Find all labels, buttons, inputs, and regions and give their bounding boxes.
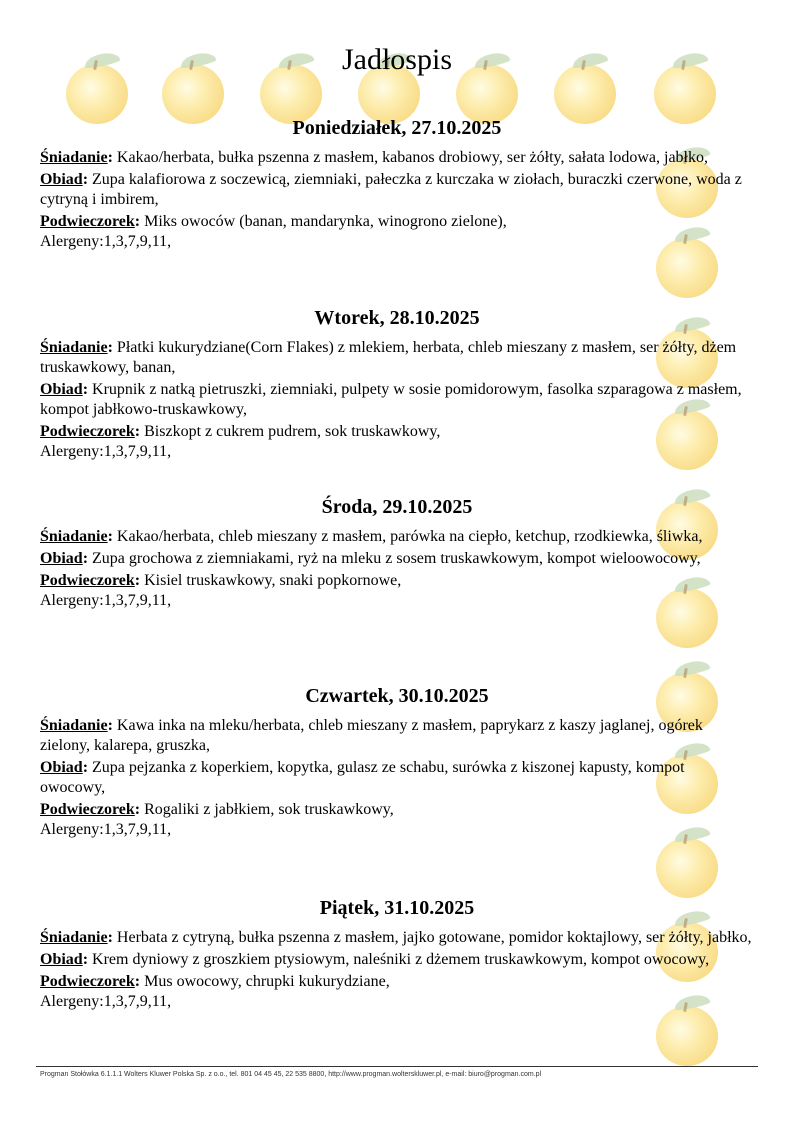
day-menu xyxy=(40,527,752,613)
day-menu xyxy=(40,928,752,1014)
breakfast-line: Śniadanie: Herbata z cytryną, bułka pszenna z masłem, jajko gotowane, pomidor koktajlowy, ser żółty, jabłko, xyxy=(40,929,752,946)
breakfast-line: Śniadanie: Kakao/herbata, bułka pszenna z masłem, kabanos drobiowy, ser żółty, sałata lodowa, jabłko, xyxy=(40,149,708,166)
breakfast-line: Śniadanie: Kawa inka na mleku/herbata, chleb mieszany z masłem, paprykarz z kaszy jaglanej, ogórek zielony, kalarepa, gruszka, xyxy=(40,717,703,754)
breakfast-line: Śniadanie: Płatki kukurydziane(Corn Flakes) z mlekiem, herbata, chleb mieszany z masłem, ser żółty, dżem truskawkowy, banan, xyxy=(40,339,737,376)
lunch-label: Obiad xyxy=(40,381,83,398)
snack-line: Podwieczorek: Mus owocowy, chrupki kukurydziane, Alergeny:1,3,7,9,11, xyxy=(40,973,390,1010)
day-menu xyxy=(40,716,752,842)
snack-label: Podwieczorek xyxy=(40,801,135,818)
snack-line: Podwieczorek: Biszkopt z cukrem pudrem, sok truskawkowy, Alergeny:1,3,7,9,11, xyxy=(40,423,441,460)
footer-divider xyxy=(36,1066,758,1067)
day-heading: Poniedziałek, 27.10.2025 xyxy=(292,117,502,139)
snack-text: Biszkopt z cukrem pudrem, sok truskawkowy, xyxy=(144,423,441,440)
lunch-text: Krem dyniowy z groszkiem ptysiowym, naleśniki z dżemem truskawkowym, kompot owocowy, xyxy=(92,951,710,968)
snack-label: Podwieczorek xyxy=(40,973,135,990)
snack-text: Mus owocowy, chrupki kukurydziane, xyxy=(144,973,390,990)
lunch-text: Krupnik z natką pietruszki, ziemniaki, pulpety w sosie pomidorowym, fasolka szparagowa z masłem, kompot jabłkowo-truskawkowy, xyxy=(40,381,742,418)
snack-line: Podwieczorek: Kisiel truskawkowy, snaki popkornowe, Alergeny:1,3,7,9,11, xyxy=(40,572,402,609)
day-heading: Piątek, 31.10.2025 xyxy=(319,897,475,919)
lunch-line: Obiad: Zupa kalafiorowa z soczewicą, ziemniaki, pałeczka z kurczaka w ziołach, buraczki czerwone, woda z cytryną i imbirem, xyxy=(40,171,742,208)
breakfast-label: Śniadanie xyxy=(40,339,108,356)
breakfast-text: Kakao/herbata, bułka pszenna z masłem, kabanos drobiowy, ser żółty, sałata lodowa, jabłko, xyxy=(116,149,708,166)
lunch-label: Obiad xyxy=(40,550,83,567)
allergens-text: Alergeny:1,3,7,9,11, xyxy=(40,592,172,609)
lunch-line: Obiad: Zupa pejzanka z koperkiem, kopytka, gulasz ze schabu, surówka z kiszonej kapusty, kompot owocowy, xyxy=(40,759,685,796)
breakfast-text: Płatki kukurydziane(Corn Flakes) z mlekiem, herbata, chleb mieszany z masłem, ser żółty, dżem truskawkowy, banan, xyxy=(40,339,737,376)
breakfast-label: Śniadanie xyxy=(40,149,108,166)
lunch-line: Obiad: Zupa grochowa z ziemniakami, ryż na mleku z sosem truskawkowym, kompot wieloowocowy, xyxy=(40,550,701,567)
breakfast-label: Śniadanie xyxy=(40,929,108,946)
breakfast-label: Śniadanie xyxy=(40,717,108,734)
snack-text: Rogaliki z jabłkiem, sok truskawkowy, xyxy=(144,801,394,818)
lunch-label: Obiad xyxy=(40,171,83,188)
snack-label: Podwieczorek xyxy=(40,213,135,230)
breakfast-text: Herbata z cytryną, bułka pszenna z masłem, jajko gotowane, pomidor koktajlowy, ser żółty, jabłko, xyxy=(116,929,752,946)
breakfast-text: Kawa inka na mleku/herbata, chleb mieszany z masłem, paprykarz z kaszy jaglanej, ogórek zielony, kalarepa, gruszka, xyxy=(40,717,703,754)
snack-line: Podwieczorek: Rogaliki z jabłkiem, sok truskawkowy, Alergeny:1,3,7,9,11, xyxy=(40,801,394,838)
breakfast-label: Śniadanie xyxy=(40,528,108,545)
lunch-text: Zupa kalafiorowa z soczewicą, ziemniaki, pałeczka z kurczaka w ziołach, buraczki czerwone, woda z cytryną i imbirem, xyxy=(40,171,742,208)
lunch-label: Obiad xyxy=(40,951,83,968)
snack-text: Miks owoców (banan, mandarynka, winogrono zielone), xyxy=(144,213,507,230)
lunch-line: Obiad: Krem dyniowy z groszkiem ptysiowym, naleśniki z dżemem truskawkowym, kompot owocowy, xyxy=(40,951,710,968)
lunch-label: Obiad xyxy=(40,759,83,776)
breakfast-text: Kakao/herbata, chleb mieszany z masłem, parówka na ciepło, ketchup, rzodkiewka, śliwka, xyxy=(116,528,703,545)
snack-label: Podwieczorek xyxy=(40,572,135,589)
lunch-text: Zupa pejzanka z koperkiem, kopytka, gulasz ze schabu, surówka z kiszonej kapusty, kompot owocowy, xyxy=(40,759,685,796)
day-menu xyxy=(40,338,752,464)
day-menu xyxy=(40,148,752,254)
day-heading: Środa, 29.10.2025 xyxy=(321,496,473,518)
lunch-text: Zupa grochowa z ziemniakami, ryż na mleku z sosem truskawkowym, kompot wieloowocowy, xyxy=(92,550,701,567)
day-heading: Czwartek, 30.10.2025 xyxy=(305,685,489,707)
snack-text: Kisiel truskawkowy, snaki popkornowe, xyxy=(144,572,402,589)
snack-label: Podwieczorek xyxy=(40,423,135,440)
allergens-text: Alergeny:1,3,7,9,11, xyxy=(40,993,172,1010)
snack-line: Podwieczorek: Miks owoców (banan, mandarynka, winogrono zielone), Alergeny:1,3,7,9,11, xyxy=(40,213,507,250)
allergens-text: Alergeny:1,3,7,9,11, xyxy=(40,821,172,838)
breakfast-line: Śniadanie: Kakao/herbata, chleb mieszany z masłem, parówka na ciepło, ketchup, rzodkiewka, śliwka, xyxy=(40,528,703,545)
page-title: Jadłospis xyxy=(341,43,452,76)
lunch-line: Obiad: Krupnik z natką pietruszki, ziemniaki, pulpety w sosie pomidorowym, fasolka szparagowa z masłem, kompot jabłkowo-truskawkowy, xyxy=(40,381,742,418)
day-heading: Wtorek, 28.10.2025 xyxy=(314,307,480,329)
allergens-text: Alergeny:1,3,7,9,11, xyxy=(40,233,172,250)
allergens-text: Alergeny:1,3,7,9,11, xyxy=(40,443,172,460)
page-footer: Progman Stołówka 6.1.1.1 Wolters Kluwer Polska Sp. z o.o., tel. 801 04 45 45, 22 535 8800, http://www.progman.wolterskluwer.pl, e-mail: biuro@progman.com.pl xyxy=(40,1071,542,1078)
